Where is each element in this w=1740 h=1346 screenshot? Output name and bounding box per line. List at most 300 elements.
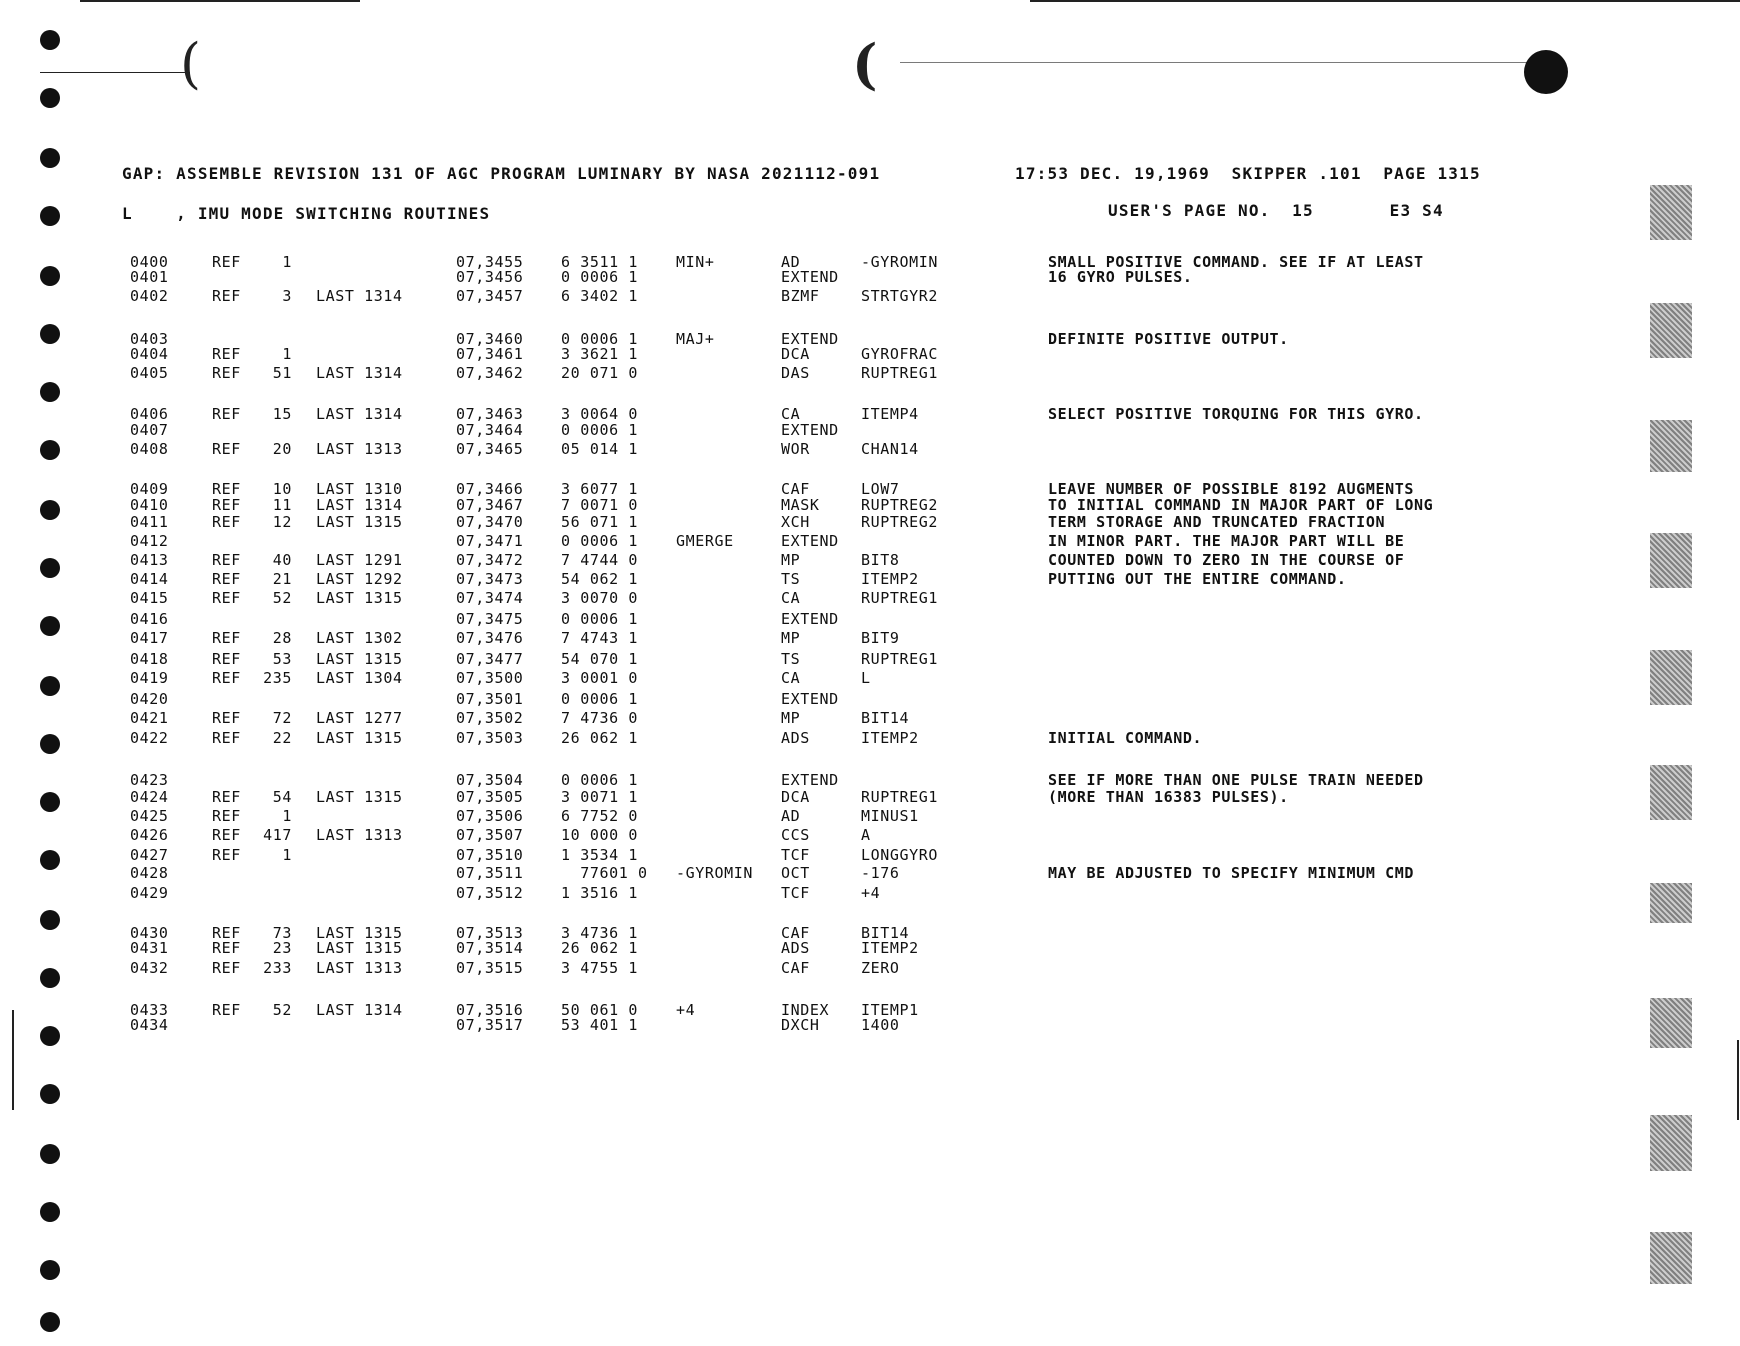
line-number: 0419: [130, 669, 169, 687]
operand: BIT14: [861, 709, 910, 727]
ref-count: 54: [272, 788, 292, 806]
scan-mark: [1650, 1232, 1692, 1284]
line-number: 0412: [130, 532, 169, 550]
ref-count: 417: [263, 826, 292, 844]
opcode: CAF: [781, 924, 810, 942]
line-number: 0406: [130, 405, 169, 423]
opcode: EXTEND: [781, 690, 839, 708]
ref-count: 72: [272, 709, 292, 727]
feed-hole: [40, 1202, 60, 1222]
ref-label: REF: [212, 826, 241, 844]
address: 07,3473: [456, 570, 524, 588]
octal-code: 7 4743 1: [561, 629, 639, 647]
last-ref: LAST 1314: [316, 287, 403, 305]
line-number: 0432: [130, 959, 169, 977]
bracket-center: (: [852, 32, 878, 96]
ref-count: 52: [272, 1001, 292, 1019]
address: 07,3475: [456, 610, 524, 628]
feed-hole: [40, 558, 60, 578]
comment: TERM STORAGE AND TRUNCATED FRACTION: [1048, 513, 1386, 531]
ref-label: REF: [212, 405, 241, 423]
feed-hole: [40, 324, 60, 344]
last-ref: LAST 1314: [316, 496, 403, 514]
feed-hole: [40, 792, 60, 812]
line-number: 0415: [130, 589, 169, 607]
ref-count: 11: [272, 496, 292, 514]
operand: LOW7: [861, 480, 900, 498]
opcode: WOR: [781, 440, 810, 458]
symbol-label: MAJ+: [676, 330, 715, 348]
line-number: 0405: [130, 364, 169, 382]
address: 07,3510: [456, 846, 524, 864]
octal-code: 0 0006 1: [561, 532, 639, 550]
address: 07,3455: [456, 253, 524, 271]
opcode: DCA: [781, 345, 810, 363]
operand: 1400: [861, 1016, 900, 1034]
line-number: 0402: [130, 287, 169, 305]
opcode: EXTEND: [781, 421, 839, 439]
octal-code: 1 3516 1: [561, 884, 639, 902]
operand: LONGGYRO: [861, 846, 939, 864]
ref-count: 21: [272, 570, 292, 588]
feed-hole: [40, 148, 60, 168]
last-ref: LAST 1315: [316, 513, 403, 531]
operand: BIT14: [861, 924, 910, 942]
last-ref: LAST 1314: [316, 1001, 403, 1019]
ref-label: REF: [212, 480, 241, 498]
opcode: DXCH: [781, 1016, 820, 1034]
operand: +4: [861, 884, 881, 902]
opcode: TCF: [781, 884, 810, 902]
comment: INITIAL COMMAND.: [1048, 729, 1203, 747]
operand: ITEMP4: [861, 405, 919, 423]
comment: SEE IF MORE THAN ONE PULSE TRAIN NEEDED: [1048, 771, 1424, 789]
ref-label: REF: [212, 807, 241, 825]
comment: IN MINOR PART. THE MAJOR PART WILL BE: [1048, 532, 1405, 550]
ref-label: REF: [212, 589, 241, 607]
feed-hole: [40, 1084, 60, 1104]
ref-count: 51: [272, 364, 292, 382]
last-ref: LAST 1315: [316, 939, 403, 957]
scan-mark: [1650, 303, 1692, 358]
last-ref: LAST 1302: [316, 629, 403, 647]
line-number: 0427: [130, 846, 169, 864]
line-number: 0424: [130, 788, 169, 806]
comment: PUTTING OUT THE ENTIRE COMMAND.: [1048, 570, 1347, 588]
octal-code: 0 0006 1: [561, 610, 639, 628]
comment: COUNTED DOWN TO ZERO IN THE COURSE OF: [1048, 551, 1405, 569]
ref-count: 12: [272, 513, 292, 531]
line-number: 0428: [130, 864, 169, 882]
opcode: TCF: [781, 846, 810, 864]
octal-code: 3 0071 1: [561, 788, 639, 806]
octal-code: 3 4736 1: [561, 924, 639, 942]
address: 07,3517: [456, 1016, 524, 1034]
opcode: EXTEND: [781, 771, 839, 789]
octal-code: 3 0070 0: [561, 589, 639, 607]
address: 07,3457: [456, 287, 524, 305]
ref-count: 1: [282, 846, 292, 864]
address: 07,3463: [456, 405, 524, 423]
opcode: OCT: [781, 864, 810, 882]
feed-hole: [40, 734, 60, 754]
line-number: 0407: [130, 421, 169, 439]
operand: BIT9: [861, 629, 900, 647]
symbol-label: +4: [676, 1001, 696, 1019]
scan-mark: [1650, 650, 1692, 705]
last-ref: LAST 1314: [316, 405, 403, 423]
opcode: CAF: [781, 959, 810, 977]
address: 07,3474: [456, 589, 524, 607]
octal-code: 05 014 1: [561, 440, 639, 458]
octal-code: 7 4744 0: [561, 551, 639, 569]
left-edge-rule: [12, 1010, 14, 1110]
octal-code: 53 401 1: [561, 1016, 639, 1034]
ref-label: REF: [212, 729, 241, 747]
last-ref: LAST 1292: [316, 570, 403, 588]
comment: SMALL POSITIVE COMMAND. SEE IF AT LEAST: [1048, 253, 1424, 271]
opcode: MP: [781, 709, 801, 727]
last-ref: LAST 1291: [316, 551, 403, 569]
ref-label: REF: [212, 846, 241, 864]
line-number: 0426: [130, 826, 169, 844]
scan-mark: [1650, 533, 1692, 588]
comment: 16 GYRO PULSES.: [1048, 268, 1193, 286]
address: 07,3515: [456, 959, 524, 977]
feed-hole: [40, 382, 60, 402]
punch-line-left: [40, 72, 190, 73]
ref-label: REF: [212, 1001, 241, 1019]
opcode: ADS: [781, 939, 810, 957]
operand: ITEMP2: [861, 729, 919, 747]
feed-hole: [40, 88, 60, 108]
ref-label: REF: [212, 496, 241, 514]
address: 07,3476: [456, 629, 524, 647]
ref-count: 40: [272, 551, 292, 569]
operand: ITEMP1: [861, 1001, 919, 1019]
operand: RUPTREG2: [861, 513, 939, 531]
opcode: XCH: [781, 513, 810, 531]
address: 07,3500: [456, 669, 524, 687]
operand: MINUS1: [861, 807, 919, 825]
punch-line-right: [900, 62, 1540, 63]
feed-hole: [40, 500, 60, 520]
feed-hole: [40, 676, 60, 696]
scan-mark: [1650, 185, 1692, 240]
octal-code: 7 4736 0: [561, 709, 639, 727]
ref-label: REF: [212, 364, 241, 382]
feed-hole: [40, 910, 60, 930]
opcode: CCS: [781, 826, 810, 844]
last-ref: LAST 1314: [316, 364, 403, 382]
last-ref: LAST 1315: [316, 589, 403, 607]
opcode: ADS: [781, 729, 810, 747]
ref-label: REF: [212, 959, 241, 977]
operand: BIT8: [861, 551, 900, 569]
operand: STRTGYR2: [861, 287, 939, 305]
ref-count: 22: [272, 729, 292, 747]
ref-count: 10: [272, 480, 292, 498]
opcode: CA: [781, 405, 801, 423]
ref-count: 20: [272, 440, 292, 458]
address: 07,3501: [456, 690, 524, 708]
octal-code: 3 3621 1: [561, 345, 639, 363]
line-number: 0429: [130, 884, 169, 902]
address: 07,3456: [456, 268, 524, 286]
line-number: 0430: [130, 924, 169, 942]
user-page-number: USER'S PAGE NO. 15 E3 S4: [1108, 201, 1444, 220]
octal-code: 54 062 1: [561, 570, 639, 588]
address: 07,3461: [456, 345, 524, 363]
last-ref: LAST 1304: [316, 669, 403, 687]
octal-code: 0 0006 1: [561, 771, 639, 789]
ref-label: REF: [212, 939, 241, 957]
ref-label: REF: [212, 551, 241, 569]
octal-code: 56 071 1: [561, 513, 639, 531]
symbol-label: MIN+: [676, 253, 715, 271]
last-ref: LAST 1313: [316, 959, 403, 977]
ref-label: REF: [212, 570, 241, 588]
operand: GYROFRAC: [861, 345, 939, 363]
octal-code: 1 3534 1: [561, 846, 639, 864]
line-number: 0414: [130, 570, 169, 588]
operand: -176: [861, 864, 900, 882]
line-number: 0411: [130, 513, 169, 531]
octal-code: 6 3402 1: [561, 287, 639, 305]
feed-hole: [40, 1144, 60, 1164]
last-ref: LAST 1310: [316, 480, 403, 498]
right-edge-rule: [1737, 1040, 1739, 1120]
octal-code: 3 6077 1: [561, 480, 639, 498]
comment: (MORE THAN 16383 PULSES).: [1048, 788, 1289, 806]
operand: ITEMP2: [861, 939, 919, 957]
address: 07,3505: [456, 788, 524, 806]
last-ref: LAST 1313: [316, 826, 403, 844]
operand: RUPTREG2: [861, 496, 939, 514]
opcode: DAS: [781, 364, 810, 382]
ref-count: 15: [272, 405, 292, 423]
line-number: 0413: [130, 551, 169, 569]
address: 07,3464: [456, 421, 524, 439]
bracket-left: (: [180, 32, 202, 95]
symbol-label: -GYROMIN: [676, 864, 754, 882]
ref-label: REF: [212, 440, 241, 458]
line-number: 0423: [130, 771, 169, 789]
line-number: 0409: [130, 480, 169, 498]
feed-hole: [40, 30, 60, 50]
line-number: 0418: [130, 650, 169, 668]
ref-label: REF: [212, 924, 241, 942]
ref-count: 73: [272, 924, 292, 942]
operand: RUPTREG1: [861, 650, 939, 668]
octal-code: 3 0064 0: [561, 405, 639, 423]
operand: A: [861, 826, 871, 844]
line-number: 0410: [130, 496, 169, 514]
opcode: CA: [781, 669, 801, 687]
address: 07,3503: [456, 729, 524, 747]
operand: ITEMP2: [861, 570, 919, 588]
octal-code: 0 0006 1: [561, 421, 639, 439]
operand: RUPTREG1: [861, 589, 939, 607]
opcode: TS: [781, 650, 801, 668]
opcode: EXTEND: [781, 330, 839, 348]
line-number: 0417: [130, 629, 169, 647]
feed-hole: [40, 1026, 60, 1046]
feed-hole: [40, 968, 60, 988]
octal-code: 0 0006 1: [561, 690, 639, 708]
feed-hole: [40, 616, 60, 636]
opcode: INDEX: [781, 1001, 830, 1019]
line-number: 0433: [130, 1001, 169, 1019]
comment: LEAVE NUMBER OF POSSIBLE 8192 AUGMENTS: [1048, 480, 1414, 498]
last-ref: LAST 1315: [316, 729, 403, 747]
scan-mark: [1650, 883, 1692, 923]
address: 07,3467: [456, 496, 524, 514]
last-ref: LAST 1313: [316, 440, 403, 458]
octal-code: 20 071 0: [561, 364, 639, 382]
ref-count: 53: [272, 650, 292, 668]
ref-count: 1: [282, 345, 292, 363]
ref-count: 1: [282, 253, 292, 271]
feed-hole: [40, 266, 60, 286]
comment: MAY BE ADJUSTED TO SPECIFY MINIMUM CMD: [1048, 864, 1414, 882]
address: 07,3513: [456, 924, 524, 942]
ref-count: 52: [272, 589, 292, 607]
ref-label: REF: [212, 513, 241, 531]
line-number: 0400: [130, 253, 169, 271]
ref-count: 233: [263, 959, 292, 977]
scan-mark: [1650, 420, 1692, 472]
address: 07,3460: [456, 330, 524, 348]
ref-label: REF: [212, 287, 241, 305]
octal-code: 26 062 1: [561, 729, 639, 747]
opcode: MASK: [781, 496, 820, 514]
octal-code: 6 7752 0: [561, 807, 639, 825]
address: 07,3502: [456, 709, 524, 727]
octal-code: 50 061 0: [561, 1001, 639, 1019]
opcode: CAF: [781, 480, 810, 498]
top-rule-right: [1030, 0, 1740, 2]
opcode: CA: [781, 589, 801, 607]
opcode: TS: [781, 570, 801, 588]
listing-header-right: 17:53 DEC. 19,1969 SKIPPER .101 PAGE 1315: [1015, 164, 1481, 183]
address: 07,3511: [456, 864, 524, 882]
address: 07,3471: [456, 532, 524, 550]
opcode: EXTEND: [781, 268, 839, 286]
octal-code: 0 0006 1: [561, 330, 639, 348]
routine-title: L , IMU MODE SWITCHING ROUTINES: [122, 204, 491, 223]
octal-code: 3 0001 0: [561, 669, 639, 687]
comment: DEFINITE POSITIVE OUTPUT.: [1048, 330, 1289, 348]
operand: ZERO: [861, 959, 900, 977]
ref-count: 3: [282, 287, 292, 305]
octal-code: 54 070 1: [561, 650, 639, 668]
operand: -GYROMIN: [861, 253, 939, 271]
ref-label: REF: [212, 788, 241, 806]
last-ref: LAST 1277: [316, 709, 403, 727]
operand: RUPTREG1: [861, 364, 939, 382]
feed-hole: [40, 1260, 60, 1280]
operand: RUPTREG1: [861, 788, 939, 806]
opcode: MP: [781, 551, 801, 569]
opcode: BZMF: [781, 287, 820, 305]
address: 07,3512: [456, 884, 524, 902]
line-number: 0403: [130, 330, 169, 348]
symbol-label: GMERGE: [676, 532, 734, 550]
ref-label: REF: [212, 629, 241, 647]
octal-code: 3 4755 1: [561, 959, 639, 977]
punch-hole-large: [1524, 50, 1568, 94]
address: 07,3477: [456, 650, 524, 668]
line-number: 0401: [130, 268, 169, 286]
opcode: AD: [781, 253, 801, 271]
feed-hole: [40, 440, 60, 460]
octal-code: 10 000 0: [561, 826, 639, 844]
address: 07,3504: [456, 771, 524, 789]
ref-count: 235: [263, 669, 292, 687]
opcode: DCA: [781, 788, 810, 806]
ref-label: REF: [212, 345, 241, 363]
scan-mark: [1650, 765, 1692, 820]
feed-hole: [40, 206, 60, 226]
ref-count: 28: [272, 629, 292, 647]
comment: TO INITIAL COMMAND IN MAJOR PART OF LONG: [1048, 496, 1434, 514]
opcode: MP: [781, 629, 801, 647]
last-ref: LAST 1315: [316, 924, 403, 942]
line-number: 0422: [130, 729, 169, 747]
octal-code: 6 3511 1: [561, 253, 639, 271]
opcode: EXTEND: [781, 532, 839, 550]
address: 07,3506: [456, 807, 524, 825]
feed-hole: [40, 850, 60, 870]
ref-count: 23: [272, 939, 292, 957]
last-ref: LAST 1315: [316, 650, 403, 668]
ref-count: 1: [282, 807, 292, 825]
ref-label: REF: [212, 253, 241, 271]
scan-mark: [1650, 1115, 1692, 1171]
ref-label: REF: [212, 650, 241, 668]
address: 07,3472: [456, 551, 524, 569]
comment: SELECT POSITIVE TORQUING FOR THIS GYRO.: [1048, 405, 1424, 423]
operand: CHAN14: [861, 440, 919, 458]
address: 07,3465: [456, 440, 524, 458]
address: 07,3514: [456, 939, 524, 957]
line-number: 0408: [130, 440, 169, 458]
octal-code: 77601 0: [561, 864, 648, 882]
address: 07,3462: [456, 364, 524, 382]
ref-label: REF: [212, 669, 241, 687]
feed-hole: [40, 1312, 60, 1332]
ref-label: REF: [212, 709, 241, 727]
line-number: 0425: [130, 807, 169, 825]
line-number: 0421: [130, 709, 169, 727]
octal-code: 0 0006 1: [561, 268, 639, 286]
line-number: 0431: [130, 939, 169, 957]
octal-code: 7 0071 0: [561, 496, 639, 514]
address: 07,3516: [456, 1001, 524, 1019]
line-number: 0404: [130, 345, 169, 363]
opcode: AD: [781, 807, 801, 825]
opcode: EXTEND: [781, 610, 839, 628]
last-ref: LAST 1315: [316, 788, 403, 806]
top-rule-left: [80, 0, 360, 2]
listing-header-left: GAP: ASSEMBLE REVISION 131 OF AGC PROGRAM LUMINARY BY NASA 2021112-091: [122, 164, 881, 183]
operand: L: [861, 669, 871, 687]
address: 07,3466: [456, 480, 524, 498]
octal-code: 26 062 1: [561, 939, 639, 957]
line-number: 0420: [130, 690, 169, 708]
line-number: 0416: [130, 610, 169, 628]
